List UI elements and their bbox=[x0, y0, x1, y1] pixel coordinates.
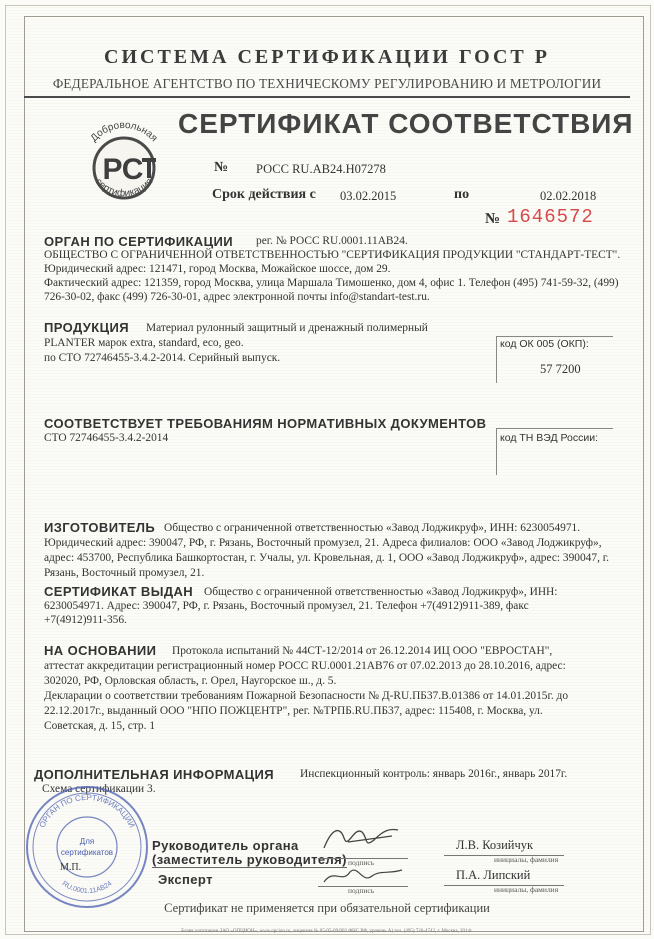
name-caption: инициалы, фамилия bbox=[494, 855, 559, 864]
mp-label: М.П. bbox=[60, 862, 82, 873]
head-label: Руководитель органа bbox=[152, 838, 299, 853]
issued-label: СЕРТИФИКАТ ВЫДАН bbox=[44, 584, 194, 599]
manufacturer-line: адрес: 453700, Республика Башкортостан, г. Учалы, ул. Кровельная, д. 1, ООО «Завод Лоджикруф», адрес: 390047, г. bbox=[44, 552, 610, 564]
organ-line: Юридический адрес: 121471, город Москва, Можайское шоссе, дом 29. bbox=[44, 263, 391, 275]
expert-label: Эксперт bbox=[158, 872, 213, 887]
form-number-sign: № bbox=[485, 211, 501, 227]
okp-label: код ОК 005 (ОКП): bbox=[500, 338, 589, 350]
basis-line: Декларации о соответствии требованиям Пожарной Безопасности № Д-RU.ПБ37.В.01386 от 14.01.2015г. до bbox=[44, 690, 569, 702]
footer-note: Сертификат не применяется при обязательной сертификации bbox=[164, 901, 490, 915]
rst-logo-icon bbox=[76, 116, 172, 212]
svg-text:сертификатов: сертификатов bbox=[60, 848, 114, 857]
manufacturer-line: Юридический адрес: 390047, РФ, г. Рязань, Восточный промузел, 21. Адреса филиалов: ООО «Завод Лоджикруф», bbox=[44, 537, 602, 549]
tnved-label: код ТН ВЭД России: bbox=[500, 432, 599, 444]
form-number: 1646572 bbox=[507, 206, 594, 228]
svg-text:сертификация: сертификация bbox=[92, 176, 156, 200]
signature-caption: подпись bbox=[348, 886, 375, 895]
extra-info-line: Схема сертификации 3. bbox=[42, 783, 156, 795]
product-line: PLANTER марок extra, standard, eco, geo. bbox=[44, 337, 244, 349]
system-title: СИСТЕМА СЕРТИФИКАЦИИ ГОСТ Р bbox=[104, 46, 550, 68]
product-line: Материал рулонный защитный и дренажный полимерный bbox=[146, 322, 428, 334]
stamp-seal-icon bbox=[22, 782, 152, 912]
deputy-label: (заместитель руководителя) bbox=[152, 852, 347, 867]
svg-text:Добровольная: Добровольная bbox=[88, 119, 160, 145]
extra-info-label: ДОПОЛНИТЕЛЬНАЯ ИНФОРМАЦИЯ bbox=[34, 767, 275, 782]
header-rule bbox=[24, 96, 630, 98]
svg-text:ОРГАН ПО СЕРТИФИКАЦИИ: ОРГАН ПО СЕРТИФИКАЦИИ bbox=[37, 792, 137, 830]
issued-line: Общество с ограниченной ответственностью «Завод Лоджикруф», ИНН: bbox=[204, 586, 558, 598]
signature-icon bbox=[318, 818, 408, 858]
validity-label: Срок действия с bbox=[212, 187, 316, 202]
basis-label: НА ОСНОВАНИИ bbox=[44, 643, 157, 658]
conformity-label: СООТВЕТСТВУЕТ ТРЕБОВАНИЯМ НОРМАТИВНЫХ ДОКУМЕНТОВ bbox=[44, 416, 487, 431]
okp-value: 57 7200 bbox=[540, 362, 581, 376]
organ-line: ОБЩЕСТВО С ОГРАНИЧЕННОЙ ОТВЕТСТВЕННОСТЬЮ "СЕРТИФИКАЦИЯ ПРОДУКЦИИ "СТАНДАРТ-ТЕСТ". bbox=[44, 249, 621, 261]
organ-line: 726-30-02, факс (499) 726-30-01, адрес электронной почты info@standart-test.ru. bbox=[44, 291, 430, 303]
basis-line: 302020, РФ, Орловская область, г. Орел, Наугорское ш., д. 5. bbox=[44, 675, 337, 687]
valid-from: 03.02.2015 bbox=[340, 189, 397, 203]
basis-line: аттестат аккредитации регистрационный номер РОСС RU.0001.21АВ76 от 07.02.2013 до 28.10.2016, адрес: bbox=[44, 660, 566, 672]
head-signature bbox=[318, 818, 408, 858]
svg-text:RU.0001.11АВ24: RU.0001.11АВ24 bbox=[60, 880, 114, 896]
svg-text:Для: Для bbox=[79, 837, 95, 846]
signature-icon bbox=[318, 862, 408, 888]
certificate-number: РОСС RU.АВ24.Н07278 bbox=[256, 162, 386, 176]
svg-text:РС: РС bbox=[102, 153, 144, 186]
expert-name: П.А. Липский bbox=[456, 868, 531, 882]
valid-to: 02.02.2018 bbox=[540, 189, 597, 203]
expert-signature bbox=[318, 862, 408, 888]
manufacturer-line: Рязань, Восточный промузел, 21. bbox=[44, 567, 205, 579]
head-name: Л.В. Козийчук bbox=[456, 838, 534, 852]
name-caption: инициалы, фамилия bbox=[494, 885, 559, 894]
basis-line: 22.12.2017г., выданный ООО "НПО ПОЖЦЕНТР", рег. №ТРПБ.RU.ПБ37, адрес: 115408, г. Москва, ул. bbox=[44, 705, 543, 717]
certificate-title: СЕРТИФИКАТ СООТВЕТСТВИЯ bbox=[178, 108, 634, 139]
issued-line: 6230054971. Адрес: 390047, РФ, г. Рязань, Восточный промузел, 21. Телефон +7(4912)911-389, факс bbox=[44, 600, 529, 612]
product-label: ПРОДУКЦИЯ bbox=[44, 320, 130, 335]
number-sign: № bbox=[214, 160, 229, 175]
organ-label: ОРГАН ПО СЕРТИФИКАЦИИ bbox=[44, 234, 233, 249]
manufacturer-line: Общество с ограниченной ответственностью «Завод Лоджикруф», ИНН: 6230054971. bbox=[164, 522, 581, 534]
extra-info-line: Инспекционный контроль: январь 2016г., январь 2017г. bbox=[300, 768, 568, 780]
product-line: по СТО 72746455-3.4.2-2014. Серийный выпуск. bbox=[44, 352, 281, 364]
basis-line: Советская, д. 15, стр. 1 bbox=[44, 720, 156, 732]
issued-line: +7(4912)911-356. bbox=[44, 614, 127, 626]
validity-to-label: по bbox=[454, 187, 470, 202]
basis-line: Протокола испытаний № 44СТ-12/2014 от 26.12.2014 ИЦ ООО "ЕВРОСТАН", bbox=[172, 645, 553, 657]
organ-line: Фактический адрес: 121359, город Москва, улица Маршала Тимошенко, дом 4, офис 1. Телефон (495) 741-59-32, (499) bbox=[44, 277, 619, 289]
signature-caption: подпись bbox=[348, 858, 375, 867]
official-stamp bbox=[22, 782, 152, 912]
printer-note: Бланк изготовлен ЗАО «ОПЦИОН», www.opcion.ru, лицензия № 05-05-09/003 ФНС РФ, уровень А) тел. (495) 726-4742, г. Москва, 2014г. bbox=[181, 929, 473, 934]
conformity-doc: СТО 72746455-3.4.2-2014 bbox=[44, 432, 169, 444]
organ-reg: рег. № РОСС RU.0001.11АВ24. bbox=[256, 235, 408, 247]
agency-title: ФЕДЕРАЛЬНОЕ АГЕНТСТВО ПО ТЕХНИЧЕСКОМУ РЕГУЛИРОВАНИЮ И МЕТРОЛОГИИ bbox=[52, 76, 602, 91]
manufacturer-label: ИЗГОТОВИТЕЛЬ bbox=[44, 520, 156, 535]
rst-logo bbox=[76, 116, 172, 212]
